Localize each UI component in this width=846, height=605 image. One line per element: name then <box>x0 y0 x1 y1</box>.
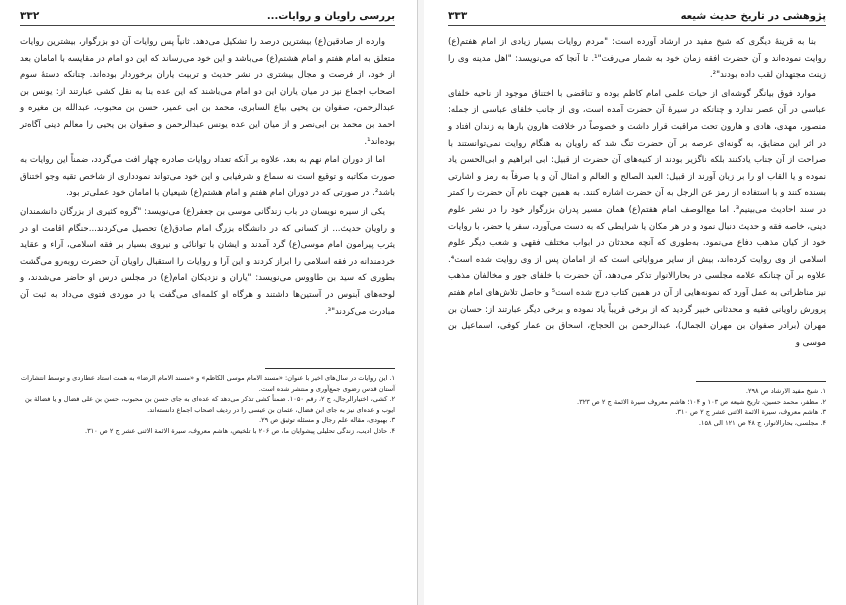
right-paragraph: موارد فوق بیانگر گوشه‌ای از حیات علمی امام کاظم بوده و تناقضی با اختناق موجود از ناحیه خلفای عباسی در آن عصر ندارد و چنانکه در سیرهٔ آن حضرت آمده است، وی از جانب خلفای عباسی از جمله: منصور، مهدی، هادی و هارون تحت مراقبت قرار داشت و خصوصاً در خلافت هارون بارها به زندان افتاد و در اثر این مضایق، به گونه‌ای عرصه بر آن حضرت تنگ شد که راویان به هنگام روایت نمی‌توانستند با صراحت از آن جناب یادکنند بلکه ناگزیر بودند از کنیه‌های آن حضرت از قبیل: ابی ابراهیم و ابی‌الحسن یاد نموده و یا القاب او را بر زبان آورند از قبیل: العبد الصالح و العالم و امثال آن و یا صرفاً به رمز و اشارتی بسنده کنند و با استفاده از رمز عن الرجل به آن حضرت اشاره کنند. به همین جهت نام آن حضرت را کمتر در سند احادیث می‌بینیم³. اما مع‌الوصف امام هفتم(ع) همان مسیر پدران بزرگوار خود را در نشر علوم دینی، خاصه فقه و حدیث دنبال نمود و در هر مکان یا شرایطی که به دست می‌آورد، سفر یا حضر، با روایات خود از کیان مذهب دفاع می‌نمود. به‌طوری که آنچه محدثان در ابواب مختلف فقهی و شعب دیگر علوم اسلامی از وی روایت کرده‌اند، بیش از سایر مروایاتی است که از امامان پس از وی روایت شده است⁴. علاوه بر آن چنانکه علامه مجلسی در بحارالانوار تذکر می‌دهد، آن حضرت با خلفای جور و مخالفان مذهب نیز مناظراتی به عمل آورد که نمونه‌هایی از آن در همین کتاب درج شده است⁵ و حاصل تلاش‌های امام هفتم پرورش راویانی فقیه و محدثانی خبیر گردید که از برخی قریباً یاد نموده و برخی دیگر عبارتند از: حسان بن مهران (برادر صفوان بن مهران الجمال)، عبدالرحمن بن الحجاج، اسحاق بن عمار کوفی، اسماعیل بن موسی و <box>448 88 827 348</box>
right-page-body <box>448 34 826 351</box>
left-page-header <box>20 10 395 26</box>
left-footnote: ۱. این روایات در سال‌های اخیر با عنوان: «مسند الامام موسی الکاظم» و «مسند الامام الرضا» به همت استاد عطاردی و توسط انتشارات آستان قدس رضوی جمع‌آوری و منتشر شده است. <box>20 374 395 393</box>
left-footnotes <box>20 373 395 436</box>
right-page-header <box>448 10 826 26</box>
left-footnote: ۲. کشی، اختیارالرجال، ج ۲، رقم ۱۰۵۰. ضمناً کشی تذکر می‌دهد که عده‌ای به جای حسن بن محبوب، حسن بن علی فضال و یا فضالة بن ایوب و عده‌ای نیز به جای ابن فضال، عثمان بن عیسی را در ردیف اصحاب اجماع دانسته‌اند. <box>25 395 395 414</box>
right-footnote-divider <box>696 381 826 382</box>
right-page-number: ۳۳۳ <box>448 10 468 22</box>
right-footnote: ۳. هاشم معروف، سیرة الائمة الاثنی عشر ج ۲ ص ۳۱۰. <box>675 408 826 417</box>
left-paragraph: اما از دوران امام نهم به بعد، علاوه بر آنکه تعداد روایات صادره چهار افت می‌گردد، ضمناً این روایات به صورت مکاتبه و توقیع است نه سماع و شرفیابی و این خود می‌تواند نمودداری از شاخص تقیه وجو اختناق باشد². در صورتی که در دوران امام هفتم و امام هشتم(ع) شیعیان با امامان خود عملی‌تر بود. <box>20 155 395 199</box>
right-footnotes <box>448 386 826 428</box>
left-footnote: ۳. بهبودی، مقاله علم رجال و مسئله توثیق ص ۲۹. <box>258 416 395 425</box>
left-footnote-divider <box>265 368 395 369</box>
right-page <box>424 0 846 605</box>
left-running-title: بررسی راویان و روایات... <box>266 10 395 22</box>
right-footnote: ۲. مظفر، محمد حسین، تاریخ شیعه ص ۱۰۳ و ۱۰۴؛ هاشم معروف سیرة الائمة ج ۲ ص ۳۲۳. <box>576 397 826 406</box>
left-paragraph: وارده از صادقین(ع) بیشترین درصد را تشکیل می‌دهد. ثانیاً پس روایات آن دو بزرگوار، بیشترین روایات متعلق به امام هفتم و امام هشتم(ع) می‌باشد و این خود می‌رساند که این دو امام در مقایسه با امامان بعد از خود، از فرصت و مجال بیشتری در نشر حدیث و تربیت یاران برخوردار بوده‌اند. چنانکه دستهٔ سوم اصحاب اجماع نیز در میان یاران این دو امام می‌باشند که این عده بنا به نقل کشی عبارتند از: یونس بن عبدالرحمن، صفوان بن یحیی بیاع السابری، محمد بن ابی عمیر، حسن بن محبوب، عبدالله بن مغیره و احمد بن محمد بن ابی‌نصر و از میان این عده یونس عبدالرحمن و صفوان بن یحیی را معالم دینی آگاه‌تر بوده‌اند¹. <box>20 37 395 147</box>
left-footnote: ۴. حاذل ادیب، زندگی تحلیلی پیشوایان ما، ص ۲۰۶ با تلخیص، هاشم معروف، سیرة الائمة الاثنی عشر ج ۲ ص ۳۱۰. <box>84 426 395 435</box>
left-page <box>0 0 418 605</box>
left-paragraph: یکی از سیره نویسان در باب زندگانی موسی بن جعفر(ع) می‌نویسد: "گروه کثیری از بزرگان دانشمندان و راویان حدیث... از کسانی که در دانشگاه بزرگ امام صادق(ع) تحصیل می‌کردند...حنگام اقامت او در یثرب پیرامون امام موسی(ع) گرد آمدند و ایشان با توانائی و نیروی بسیار بر فقه اسلامی، آراء و عقاید خردمندانه در فقه اسلامی را ابراز کردند و این آرا و روایات را استقبال راویان آن حضرت روبه‌رو می‌گشت بطوری که سید بن طاووس می‌نویسد: "یاران و نزدیکان امام(ع) در مجلس درس او حاضر می‌شدند، و لوحه‌های آبنوس در آستین‌ها داشتند و هرگاه او کلمه‌ای می‌گفت یا در موردی فتوی می‌داد به ثبت آن مبادرت می‌کردند"³. <box>20 206 395 317</box>
right-paragraph: بنا به قرینهٔ دیگری که شیخ مفید در ارشاد آورده است: "مردم روایات بسیار زیادی از امام هفتم(ع) روایت نموده‌اند و آن حضرت افقه زمان خود به شمار می‌رفت"¹. تا آنجا که می‌نویسد: "اهل مدینه وی را زینت مجتهدان لقب داده بودند"². <box>448 37 826 81</box>
right-running-title: پژوهشی در تاریخ حدیث شیعه <box>680 10 826 22</box>
left-page-body <box>20 34 395 320</box>
right-footnote: ۴. مجلسی، بحارالانوار، ج ۴۸ ص ۱۲۱ الی ۱۵۸. <box>698 418 826 427</box>
left-page-number: ۳۳۲ <box>20 10 40 22</box>
right-footnote: ۱. شیخ مفید الارشاد ص ۲۹۸. <box>745 387 826 396</box>
